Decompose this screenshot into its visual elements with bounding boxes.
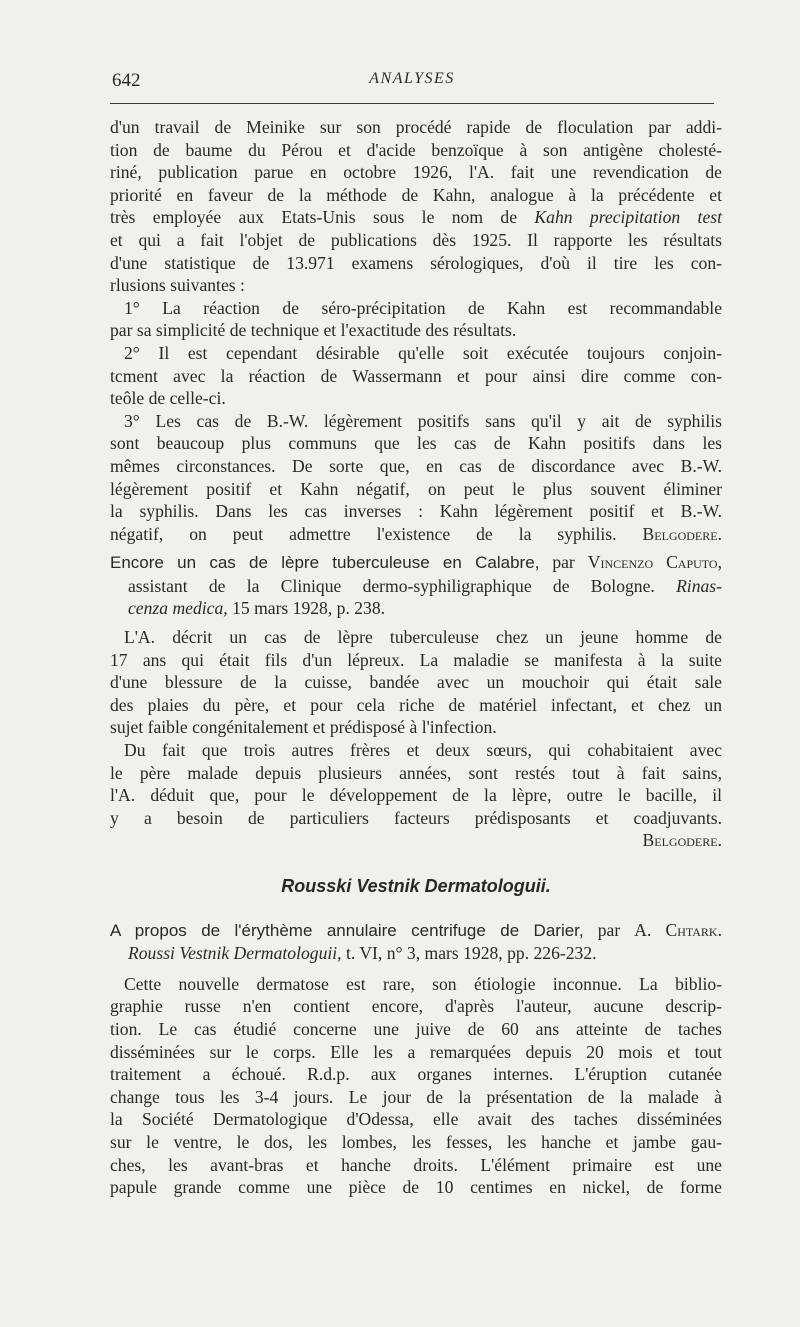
text-line: teôle de celle-ci. — [110, 388, 226, 409]
text-line: mêmes circonstances. De sorte que, en cas de discordance avec B.-W. — [110, 455, 722, 476]
text-line: Du fait que trois autres frères et deux sœurs, qui cohabitaient avec — [124, 740, 722, 761]
text-line: d'un travail de Meinike sur son procédé rapide de floculation par addi- — [110, 117, 722, 137]
text-line: tcment avec la réaction de Wassermann et pour ainsi dire comme con- — [110, 365, 722, 386]
text-line: le père malade depuis plusieurs années, sont restés tout à fait sains, — [110, 762, 722, 783]
paragraph-conclusion-2 — [110, 342, 722, 410]
article-title: Encore un cas de lèpre tuberculeuse en Calabre, — [110, 553, 540, 573]
article-title: A propos de l'érythème annulaire centrifuge de Darier, — [110, 920, 584, 940]
text-line: traitement a échoué. R.d.p. aux organes internes. L'éruption cutanée — [110, 1064, 722, 1085]
paragraph-lepre-case — [110, 626, 722, 739]
text-line: et qui a fait l'objet de publications dès 1925. Il rapporte les résultats — [110, 229, 722, 250]
text-line: y a besoin de particuliers facteurs prédisposants et coadjuvants. — [110, 807, 722, 828]
spacer — [110, 965, 722, 973]
text-line — [110, 942, 722, 965]
text-line: tion de baume du Pérou et d'acide benzoïque à son antigène cholesté- — [110, 139, 722, 160]
text-line: priorité en faveur de la méthode de Kahn, analogue à la précédente et — [110, 184, 722, 205]
journal-name: cenza medica, — [128, 598, 228, 619]
text-line: tion. Le cas étudié concerne une juive de 60 ans atteinte de taches — [110, 1018, 722, 1039]
journal-name: Rinas- — [676, 575, 722, 596]
article-reference: t. VI, n° 3, mars 1928, pp. 226-232. — [345, 943, 597, 964]
text-line: rlusions suivantes : — [110, 275, 245, 296]
paragraph-lepre-conclusion — [110, 739, 722, 852]
header-rule — [110, 103, 714, 104]
text-line: L'A. décrit un cas de lèpre tuberculeuse chez un jeune homme de — [124, 627, 722, 648]
text-line: la syphilis. Dans les cas inverses : Kahn légèrement positif et B.-W. — [110, 501, 722, 522]
article-author: Vincenzo Caputo, — [587, 552, 722, 573]
text-fragment: très employée aux Etats-Unis sous le nom de — [110, 207, 518, 228]
running-title: ANALYSES — [369, 70, 455, 87]
by-word: par — [552, 552, 575, 573]
article-heading-lepre — [110, 551, 722, 620]
text-line: la Société Dermatologique d'Odessa, elle avait des taches disséminées — [110, 1109, 722, 1130]
text-line: ches, les avant-bras et hanche droits. L'élément primaire est une — [110, 1154, 722, 1175]
text-line — [110, 206, 722, 229]
article-reference: 15 mars 1928, p. 238. — [232, 598, 386, 619]
page-body — [110, 116, 722, 1199]
text-line — [110, 575, 722, 598]
text-line — [110, 919, 722, 943]
text-line: graphie russe n'en contient encore, d'après l'auteur, aucune descrip- — [110, 996, 722, 1017]
text-line: d'une blessure de la cuisse, bandée avec un mouchoir qui était sale — [110, 672, 722, 693]
paragraph-conclusion-3 — [110, 410, 722, 546]
section-title: Rousski Vestnik Dermatologuii. — [281, 876, 551, 896]
text-line: l'A. déduit que, pour le développement de la lèpre, outre le bacille, il — [110, 785, 722, 806]
text-line: 17 ans qui était fils d'un lépreux. La maladie se manifesta à la suite — [110, 649, 722, 670]
text-line: par sa simplicité de technique et l'exactitude des résultats. — [110, 320, 517, 341]
text-line: 2° Il est cependant désirable qu'elle soit exécutée toujours conjoin- — [124, 342, 722, 363]
page-number: 642 — [112, 70, 141, 91]
article-author: A. Chtark. — [634, 919, 722, 940]
article-heading-erytheme — [110, 919, 722, 965]
italic-term: Kahn precipitation test — [534, 207, 722, 228]
text-line — [110, 597, 722, 620]
text-line: sujet faible congénitalement et prédisposé à l'infection. — [110, 717, 497, 738]
text-line: 1° La réaction de séro-précipitation de Kahn est recommandable — [124, 297, 722, 318]
text-line: légèrement positif et Kahn négatif, on peut le plus souvent éliminer — [110, 478, 722, 499]
journal-name: Roussi Vestnik Dermatologuii, — [128, 943, 342, 964]
paragraph-conclusion-1 — [110, 297, 722, 342]
text-line: sont beaucoup plus communs que les cas de Kahn positifs dans les — [110, 433, 722, 454]
paragraph-kahn-intro — [110, 116, 722, 297]
page-header — [112, 70, 712, 100]
text-line: sur le ventre, le dos, les lombes, les fesses, les hanche et jambe gau- — [110, 1131, 722, 1152]
text-line: change tous les 3-4 jours. Le jour de la présentation de la malade à — [110, 1086, 722, 1107]
by-word: par — [597, 919, 621, 940]
text-fragment: négatif, on peut admettre l'existence de la syphilis. — [110, 523, 617, 544]
text-line: riné, publication parue en octobre 1926, l'A. fait une revendication de — [110, 162, 722, 183]
text-line — [110, 523, 722, 546]
text-line: des plaies du père, et pour cela riche de matériel infectant, et chez un — [110, 694, 722, 715]
paragraph-erytheme-case — [110, 973, 722, 1199]
signature-belgodere: Belgodere. — [642, 830, 722, 851]
signature-belgodere: Belgodere. — [642, 523, 722, 544]
text-line: disséminées sur le corps. Elle les a remarquées depuis 20 mois et tout — [110, 1041, 722, 1062]
text-fragment: assistant de la Clinique dermo-syphiligraphique de Bologne. — [128, 575, 655, 596]
text-line: 3° Les cas de B.-W. légèrement positifs sans qu'il y ait de syphilis — [124, 410, 722, 431]
text-line: d'une statistique de 13.971 examens sérologiques, d'où il tire les con- — [110, 252, 722, 273]
text-line — [110, 551, 722, 575]
text-line: Cette nouvelle dermatose est rare, son étiologie inconnue. La biblio- — [124, 973, 722, 994]
text-line: papule grande comme une pièce de 10 centimes en nickel, de forme — [110, 1177, 722, 1198]
